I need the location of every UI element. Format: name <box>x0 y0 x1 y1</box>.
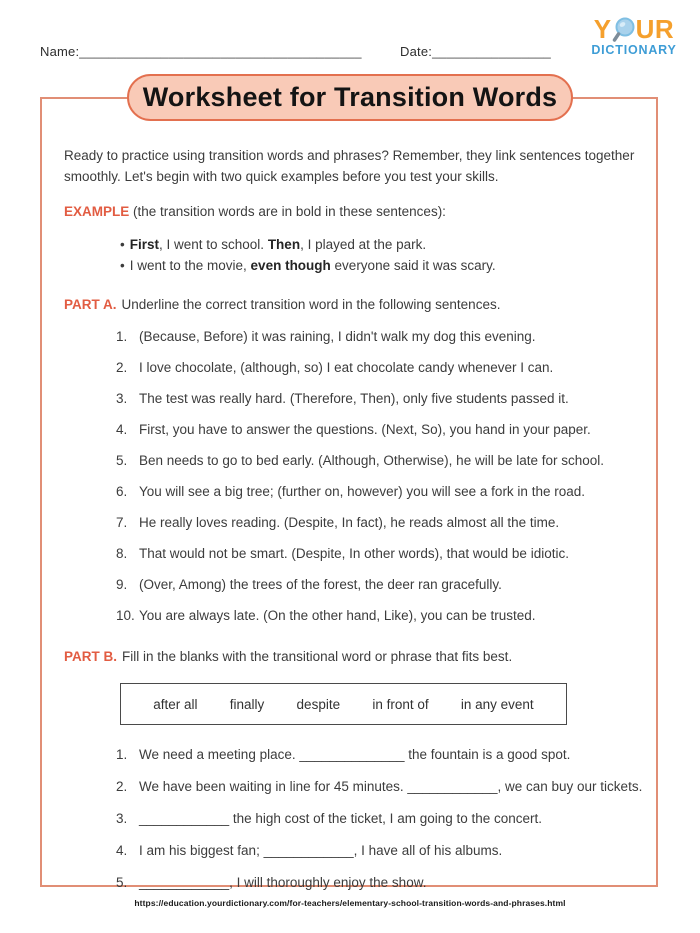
intro-paragraph: Ready to practice using transition words and phrases? Remember, they link sentences together smoothly. Let's begin with two quick examples before you test your skills. <box>64 148 635 184</box>
part-b-item <box>116 875 634 891</box>
yourdictionary-logo <box>584 16 684 57</box>
name-blank-line: ______________________________________ <box>79 44 362 59</box>
name-field <box>40 44 362 59</box>
item-text: You will see a big tree; (further on, however) you will see a fork in the road. <box>139 484 585 499</box>
item-number: 10. <box>116 608 135 623</box>
example-heading <box>64 201 634 222</box>
item-text: We need a meeting place. ______________ the fountain is a good spot. <box>139 747 571 762</box>
part-a-item <box>116 546 634 562</box>
word-bank-entry: after all <box>153 696 198 712</box>
word-bank-entry: in any event <box>460 696 534 712</box>
item-text: I am his biggest fan; ____________, I have all of his albums. <box>139 843 503 858</box>
word-bank-entry: in front of <box>372 696 429 712</box>
bullet-text: , I played at the park. <box>300 237 427 252</box>
part-a-heading <box>64 294 634 315</box>
item-text: I love chocolate, (although, so) I eat chocolate candy whenever I can. <box>139 360 554 375</box>
item-text: Ben needs to go to bed early. (Although, Otherwise), he will be late for school. <box>139 453 605 468</box>
part-a-item <box>116 329 634 345</box>
part-a-instruction: Underline the correct transition word in the following sentences. <box>121 297 501 312</box>
bold-transition-word: First <box>129 237 159 252</box>
part-b-item <box>116 843 634 859</box>
item-number: 4. <box>116 843 128 858</box>
worksheet-body-frame <box>40 97 658 890</box>
bullet-text: I went to the movie, <box>129 258 251 273</box>
item-text: First, you have to answer the questions. (Next, So), you hand in your paper. <box>139 422 591 437</box>
logo-dictionary: DICTIONARY <box>591 43 677 57</box>
part-b-item <box>116 747 634 763</box>
logo-letter-y: Y <box>593 14 612 44</box>
logo-your <box>584 16 684 42</box>
item-number: 2. <box>116 360 128 375</box>
bullet-icon: • <box>120 237 125 252</box>
example-label: EXAMPLE <box>64 204 130 219</box>
part-a-item <box>116 484 634 500</box>
part-b-heading <box>64 646 634 667</box>
date-label: Date: <box>400 44 433 59</box>
item-text: The test was really hard. (Therefore, Then), only five students passed it. <box>139 391 569 406</box>
word-bank-box <box>120 683 567 725</box>
worksheet-content <box>42 99 656 891</box>
item-number: 3. <box>116 811 128 826</box>
name-label: Name: <box>40 44 80 59</box>
item-number: 9. <box>116 577 128 592</box>
word-bank-entry: finally <box>229 696 265 712</box>
item-text: ____________ the high cost of the ticket, I am going to the concert. <box>139 811 543 826</box>
item-text: We have been waiting in line for 45 minutes. ____________, we can buy our tickets. <box>139 779 643 794</box>
item-number: 1. <box>116 747 128 762</box>
part-a-item <box>116 422 634 438</box>
item-text: You are always late. (On the other hand, Like), you can be trusted. <box>139 608 536 623</box>
magnifier-icon <box>612 17 636 43</box>
logo-letters-ur: UR <box>635 14 675 44</box>
worksheet-title: Worksheet for Transition Words <box>127 74 573 121</box>
part-b-item <box>116 779 643 795</box>
item-number: 5. <box>116 875 128 890</box>
part-b-label: PART B. <box>64 649 117 664</box>
example-bullet-2 <box>120 255 634 276</box>
bold-transition-word: Then <box>267 237 301 252</box>
bullet-text: everyone said it was scary. <box>330 258 496 273</box>
bullet-icon: • <box>120 258 125 273</box>
part-b-list <box>116 747 643 891</box>
date-blank-line: ________________ <box>432 44 551 59</box>
part-a-item <box>116 391 634 407</box>
example-bullet-1 <box>120 234 634 255</box>
item-number: 6. <box>116 484 128 499</box>
bold-transition-word: even though <box>250 258 331 273</box>
item-number: 7. <box>116 515 128 530</box>
bullet-text: , I went to school. <box>159 237 268 252</box>
item-number: 3. <box>116 391 128 406</box>
example-suffix: (the transition words are in bold in these sentences): <box>129 204 446 219</box>
item-number: 4. <box>116 422 128 437</box>
part-a-item <box>116 515 634 531</box>
part-a-item <box>116 360 634 376</box>
part-a-item <box>116 608 634 624</box>
part-a-list <box>116 329 634 624</box>
part-a-label: PART A. <box>64 297 117 312</box>
source-url: https://education.yourdictionary.com/for-teachers/elementary-school-transition-words-and-phrases.html <box>134 898 566 908</box>
item-text: (Because, Before) it was raining, I didn't walk my dog this evening. <box>139 329 536 344</box>
item-text: ____________, I will thoroughly enjoy the show. <box>139 875 427 890</box>
part-b-instruction: Fill in the blanks with the transitional word or phrase that fits best. <box>122 649 513 664</box>
item-number: 8. <box>116 546 128 561</box>
date-field <box>400 44 551 59</box>
part-b-item <box>116 811 634 827</box>
item-number: 1. <box>116 329 128 344</box>
item-text: He really loves reading. (Despite, In fact), he reads almost all the time. <box>139 515 560 530</box>
item-text: That would not be smart. (Despite, In other words), that would be idiotic. <box>139 546 569 561</box>
item-text: (Over, Among) the trees of the forest, the deer ran gracefully. <box>139 577 502 592</box>
example-bullets <box>120 234 634 276</box>
item-number: 2. <box>116 779 128 794</box>
part-a-item <box>116 577 634 593</box>
part-a-item <box>116 453 634 469</box>
item-number: 5. <box>116 453 128 468</box>
word-bank-entry: despite <box>296 696 341 712</box>
